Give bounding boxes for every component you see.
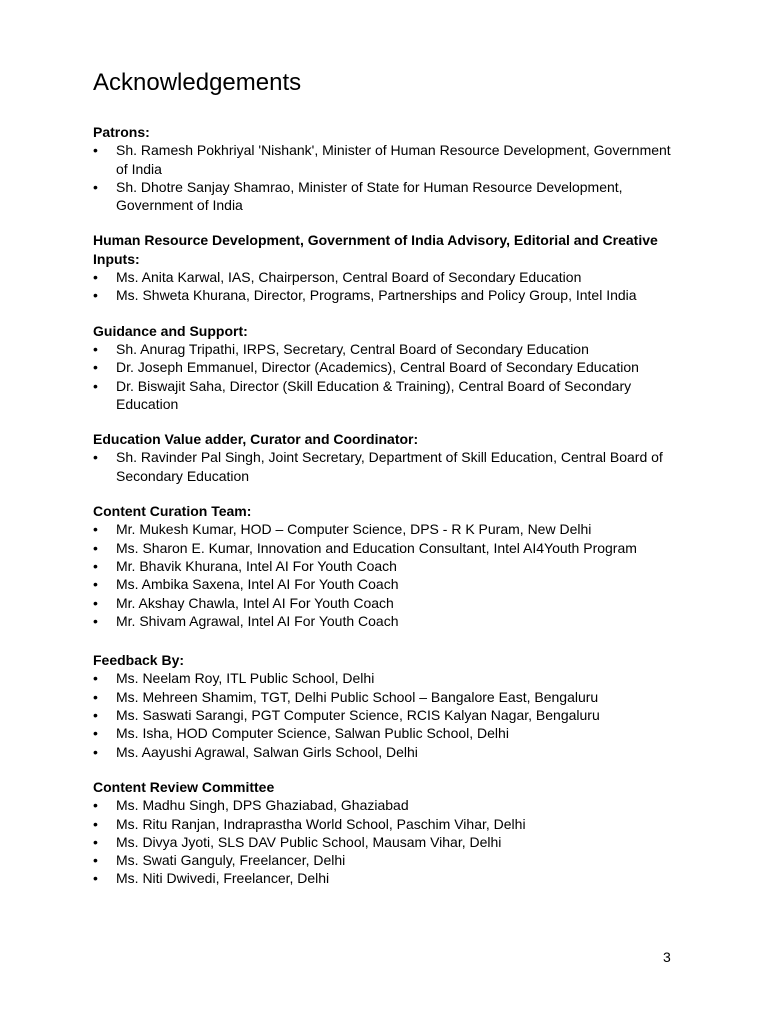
- bullet-icon: •: [93, 359, 98, 376]
- item-text: Ms. Ambika Saxena, Intel AI For Youth Coach: [116, 576, 399, 593]
- section-value-adder: [93, 430, 683, 485]
- section-content-curation: [93, 502, 683, 630]
- list-item: [93, 377, 683, 414]
- item-list: [93, 669, 683, 760]
- list-item: [93, 688, 683, 706]
- bullet-icon: •: [93, 852, 98, 869]
- item-list: [93, 796, 683, 887]
- list-item: [93, 448, 683, 485]
- list-item: [93, 358, 683, 376]
- bullet-icon: •: [93, 576, 98, 593]
- section-heading: Education Value adder, Curator and Coordinator:: [93, 431, 419, 448]
- bullet-icon: •: [93, 594, 98, 611]
- bullet-icon: •: [93, 377, 98, 394]
- item-text: Mr. Shivam Agrawal, Intel AI For Youth Coach: [116, 612, 399, 629]
- list-item: [93, 833, 683, 851]
- section-content-review: [93, 778, 683, 888]
- item-text: Ms. Mehreen Shamim, TGT, Delhi Public School – Bangalore East, Bengaluru: [116, 688, 599, 705]
- item-text: Sh. Dhotre Sanjay Shamrao, Minister of State for Human Resource Development, Government of India: [116, 178, 623, 214]
- list-item: [93, 268, 683, 286]
- list-item: [93, 286, 683, 304]
- bullet-icon: •: [93, 688, 98, 705]
- list-item: [93, 612, 683, 630]
- list-item: [93, 340, 683, 358]
- bullet-icon: •: [93, 743, 98, 760]
- bullet-icon: •: [93, 612, 98, 629]
- item-list: [93, 141, 683, 214]
- list-item: [93, 594, 683, 612]
- bullet-icon: •: [93, 815, 98, 832]
- bullet-icon: •: [93, 725, 98, 742]
- section-heading: Content Curation Team:: [93, 503, 252, 520]
- section-heading: Patrons:: [93, 124, 150, 140]
- item-text: Sh. Ravinder Pal Singh, Joint Secretary, Department of Skill Education, Central Board of Secondary Education: [116, 449, 663, 484]
- list-item: [93, 539, 683, 557]
- bullet-icon: •: [93, 539, 98, 556]
- item-text: Dr. Biswajit Saha, Director (Skill Education & Training), Central Board of Secondary Education: [116, 377, 632, 412]
- item-text: Mr. Akshay Chawla, Intel AI For Youth Coach: [116, 594, 394, 611]
- acknowledgements-body: [93, 123, 683, 905]
- item-text: Mr. Bhavik Khurana, Intel AI For Youth Coach: [116, 557, 397, 574]
- list-item: [93, 724, 683, 742]
- item-text: Ms. Shweta Khurana, Director, Programs, Partnerships and Policy Group, Intel India: [116, 287, 637, 304]
- list-item: [93, 557, 683, 575]
- section-patrons: [93, 123, 683, 214]
- item-text: Ms. Anita Karwal, IAS, Chairperson, Central Board of Secondary Education: [116, 269, 582, 286]
- list-item: [93, 869, 683, 887]
- section-hrd-advisory: [93, 231, 683, 304]
- bullet-icon: •: [93, 521, 98, 538]
- bullet-icon: •: [93, 670, 98, 687]
- item-text: Ms. Saswati Sarangi, PGT Computer Science, RCIS Kalyan Nagar, Bengaluru: [116, 707, 600, 724]
- list-item: [93, 851, 683, 869]
- bullet-icon: •: [93, 870, 98, 887]
- section-heading: Human Resource Development, Government of India Advisory, Editorial and Creative Inputs:: [93, 232, 658, 267]
- section-heading: Content Review Committee: [93, 778, 275, 795]
- bullet-icon: •: [93, 449, 98, 466]
- list-item: [93, 141, 683, 178]
- list-item: [93, 669, 683, 687]
- list-item: [93, 178, 683, 215]
- item-list: [93, 520, 683, 630]
- section-heading: Guidance and Support:: [93, 322, 248, 339]
- section-guidance-support: [93, 322, 683, 413]
- list-item: [93, 520, 683, 538]
- bullet-icon: •: [93, 142, 98, 159]
- item-text: Ms. Isha, HOD Computer Science, Salwan Public School, Delhi: [116, 725, 509, 742]
- item-list: [93, 448, 683, 485]
- list-item: [93, 796, 683, 814]
- section-heading: Feedback By:: [93, 652, 185, 669]
- section-feedback: [93, 651, 683, 761]
- bullet-icon: •: [93, 287, 98, 304]
- bullet-icon: •: [93, 833, 98, 850]
- list-item: [93, 575, 683, 593]
- item-text: Ms. Sharon E. Kumar, Innovation and Education Consultant, Intel AI4Youth Program: [116, 539, 637, 556]
- bullet-icon: •: [93, 797, 98, 814]
- item-list: [93, 340, 683, 413]
- item-text: Sh. Anurag Tripathi, IRPS, Secretary, Central Board of Secondary Education: [116, 340, 589, 357]
- item-text: Ms. Divya Jyoti, SLS DAV Public School, Mausam Vihar, Delhi: [116, 833, 502, 850]
- page-number: 3: [663, 949, 671, 965]
- bullet-icon: •: [93, 707, 98, 724]
- list-item: [93, 706, 683, 724]
- bullet-icon: •: [93, 269, 98, 286]
- bullet-icon: •: [93, 340, 98, 357]
- page-title: Acknowledgements: [93, 69, 302, 96]
- item-text: Ms. Madhu Singh, DPS Ghaziabad, Ghaziabad: [116, 797, 409, 814]
- item-text: Ms. Swati Ganguly, Freelancer, Delhi: [116, 852, 346, 869]
- item-text: Mr. Mukesh Kumar, HOD – Computer Science, DPS - R K Puram, New Delhi: [116, 521, 592, 538]
- item-text: Ms. Niti Dwivedi, Freelancer, Delhi: [116, 870, 330, 887]
- list-item: [93, 743, 683, 761]
- item-text: Dr. Joseph Emmanuel, Director (Academics), Central Board of Secondary Education: [116, 359, 639, 376]
- item-text: Sh. Ramesh Pokhriyal 'Nishank', Minister of Human Resource Development, Government of India: [116, 142, 671, 177]
- item-text: Ms. Ritu Ranjan, Indraprastha World School, Paschim Vihar, Delhi: [116, 815, 526, 832]
- item-text: Ms. Neelam Roy, ITL Public School, Delhi: [116, 670, 375, 687]
- bullet-icon: •: [93, 178, 98, 195]
- bullet-icon: •: [93, 557, 98, 574]
- item-text: Ms. Aayushi Agrawal, Salwan Girls School, Delhi: [116, 743, 418, 760]
- item-list: [93, 268, 683, 305]
- list-item: [93, 815, 683, 833]
